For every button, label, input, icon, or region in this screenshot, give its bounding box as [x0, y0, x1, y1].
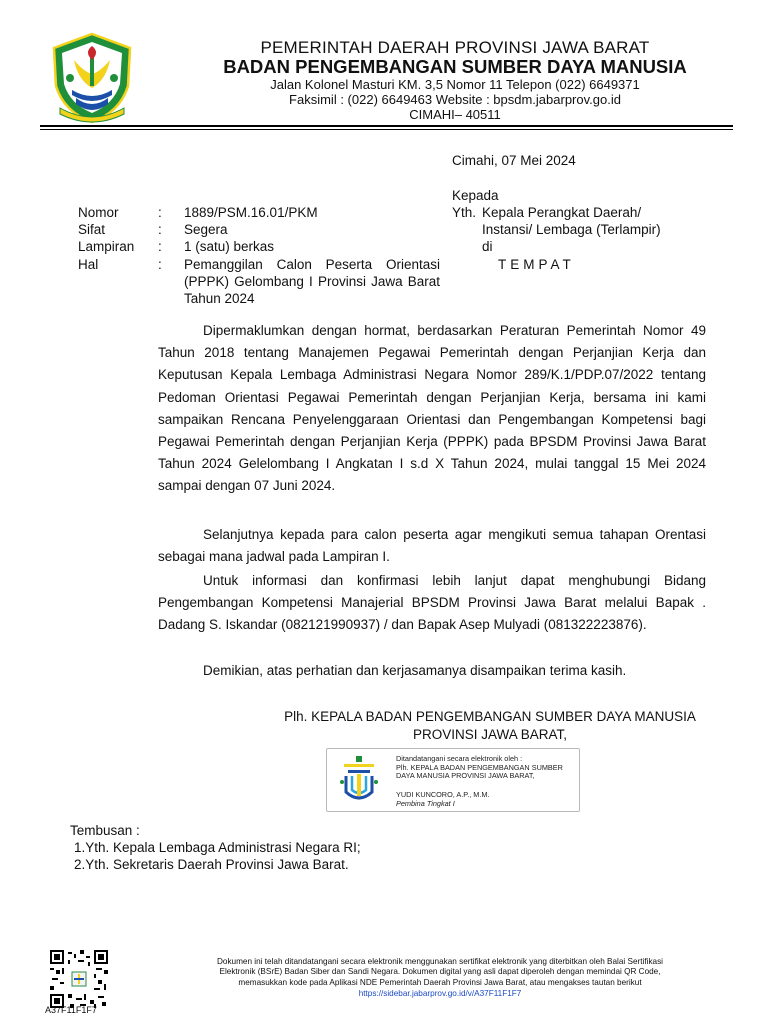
footer-note: memasukkan kode pada Aplikasi NDE Pemerintah Daerah Provinsi Jawa Barat, atau mengakses tautan berikut [238, 978, 642, 987]
recipient-place: TEMPAT [498, 257, 575, 272]
e-signature-emblem-icon [334, 752, 384, 806]
signatory-region: PROVINSI JAWA BARAT, [412, 727, 568, 742]
government-name: PEMERINTAH DAERAH PROVINSI JAWA BARAT [260, 38, 650, 57]
letterhead-rule-thick [40, 125, 733, 127]
body-paragraph-1: Dipermaklumkan dengan hormat, berdasarkan Peraturan Pemerintah Nomor 49 Tahun 2018 tentang Manajemen Pegawai Pemerintah dengan Perjanjian Kerja dan Keputusan Kepala Lembaga Administrasi Negara Nomor 289/K.1/PDP.07/2022 tentang Pedoman Orientasi Pegawai Pemerintah dengan Perjanjian Kerja, bersama ini kami sampaikan Rencana Penyelenggaraan Orientasi dan Pengembangan Kompetensi bagi Pegawai Pemerintah dengan Perjanjian Kerja (PPPK) pada BPSDM Provinsi Jawa Barat Tahun 2024 Gelelombang I Angkatan I s.d X Tahun 2024, mulai tanggal 15 Mei 2024 sampai dengan 07 Juni 2024. [158, 323, 706, 494]
signatory-name: YUDI KUNCORO, A.P., M.M. [396, 790, 490, 799]
field-label-nomor: Nomor [78, 205, 119, 220]
letterhead-rule-thin [40, 129, 733, 130]
field-label-sifat: Sifat [78, 222, 106, 237]
verification-link[interactable]: https://sidebar.jabarprov.go.id/v/A37F11F1F7 [358, 989, 522, 998]
recipient-line: Instansi/ Lembaga (Terlampir) [482, 222, 661, 237]
footer-note: Dokumen ini telah ditandatangani secara elektronik menggunakan sertifikat elektronik yang diterbitkan oleh Balai Sertifikasi [216, 957, 664, 966]
field-colon: : [158, 239, 162, 254]
e-signature-position: Plh. KEPALA BADAN PENGEMBANGAN SUMBER [396, 763, 563, 772]
cc-title: Tembusan : [70, 823, 140, 838]
field-label-lampiran: Lampiran [78, 239, 135, 254]
agency-name: BADAN PENGEMBANGAN SUMBER DAYA MANUSIA [223, 56, 687, 77]
city-date: Cimahi, 07 Mei 2024 [452, 153, 576, 168]
signatory-title: Plh. KEPALA BADAN PENGEMBANGAN SUMBER DAYA MANUSIA [284, 709, 696, 724]
qr-verification-code: A37F11F1F7 [45, 1005, 97, 1015]
agency-address: Jalan Kolonel Masturi KM. 3,5 Nomor 11 Telepon (022) 6649371 [270, 77, 640, 92]
west-java-emblem-icon [48, 32, 136, 124]
body-paragraph-3: Untuk informasi dan konfirmasi lebih lanjut dapat menghubungi Bidang Pengembangan Kompetensi Manajerial BPSDM Provinsi Jawa Barat melalui Bapak . Dadang S. Iskandar (082121990937) / dan Bapak Asep Mulyadi (081322223876). [158, 573, 706, 633]
field-value-hal: Pemanggilan Calon Peserta Orientasi (PPPK) Gelombang I Provinsi Jawa Barat Tahun 2024 [184, 257, 440, 306]
field-colon: : [158, 205, 162, 220]
footer-note: Elektronik (BSrE) Badan Siber dan Sandi Negara. Dokumen digital yang asli dapat diperoleh dengan memindai QR Code, [219, 967, 661, 976]
e-signature-position: DAYA MANUSIA PROVINSI JAWA BARAT, [396, 771, 535, 780]
field-label-hal: Hal [78, 257, 99, 272]
body-paragraph-2: Selanjutnya kepada para calon peserta agar mengikuti semua tahapan Orentasi sebagai mana jadwal pada Lampiran I. [158, 527, 706, 565]
field-value-nomor: 1889/PSM.16.01/PKM [184, 205, 318, 220]
signatory-rank: Pembina Tingkat I [396, 799, 455, 808]
e-signature-caption: Ditandatangani secara elektronik oleh : [396, 754, 523, 763]
recipient-line: Kepala Perangkat Daerah/ [482, 205, 642, 220]
agency-contact: Faksimil : (022) 6649463 Website : bpsdm.jabarprov.go.id [289, 92, 621, 107]
field-colon: : [158, 222, 162, 237]
cc-item: 1.Yth. Kepala Lembaga Administrasi Negara RI; [74, 840, 361, 855]
agency-city: CIMAHI– 40511 [409, 107, 501, 122]
kepada-label: Kepada [452, 188, 499, 203]
body-paragraph-4: Demikian, atas perhatian dan kerjasamanya disampaikan terima kasih. [203, 663, 627, 678]
field-value-sifat: Segera [184, 222, 228, 237]
recipient-line: di [482, 239, 493, 254]
qr-code-icon [50, 950, 108, 1008]
field-value-lampiran: 1 (satu) berkas [184, 239, 275, 254]
field-colon: : [158, 257, 162, 272]
yth-label: Yth. [452, 205, 477, 220]
cc-item: 2.Yth. Sekretaris Daerah Provinsi Jawa Barat. [74, 857, 349, 872]
